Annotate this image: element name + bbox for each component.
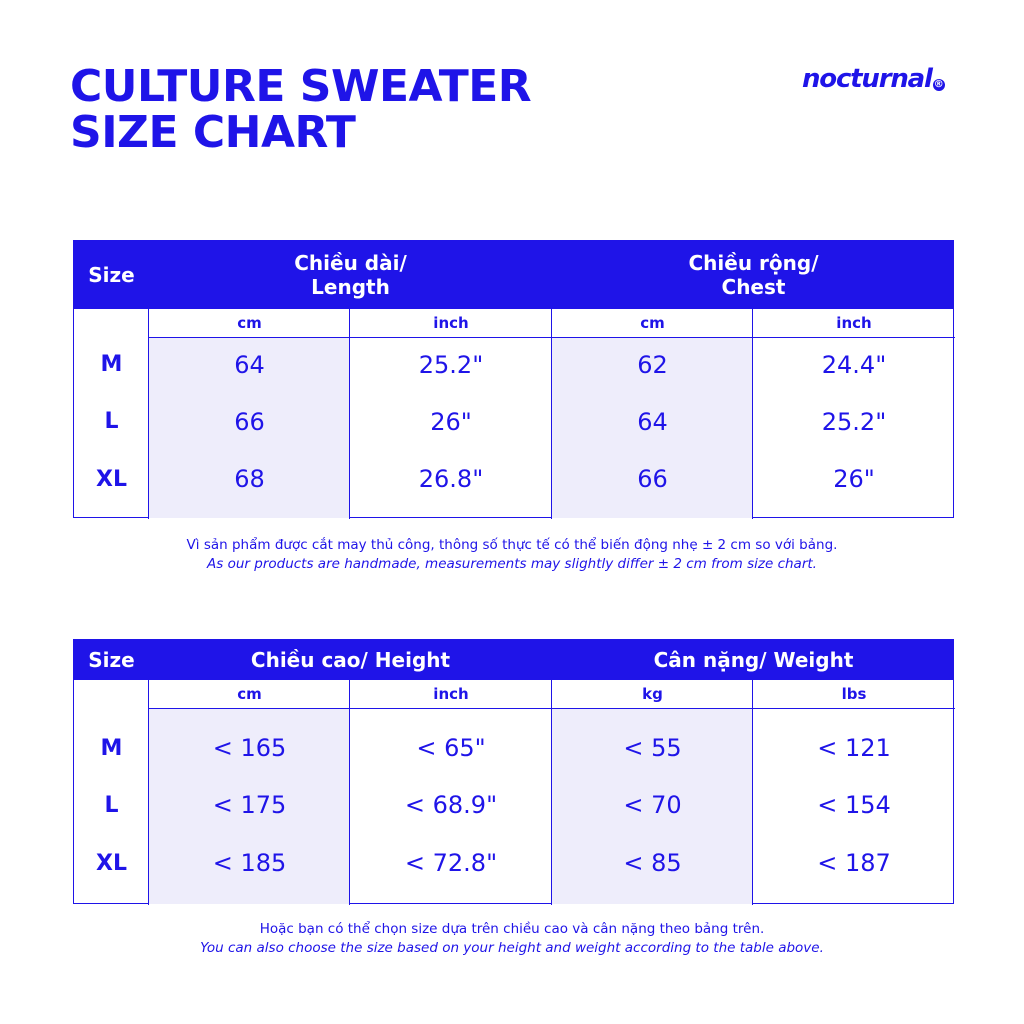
- unit-label: inch: [836, 314, 872, 332]
- length-column-header: [149, 241, 552, 309]
- table-cell: < 185: [212, 849, 287, 877]
- table-cell: < 72.8": [404, 849, 498, 877]
- table-cell: 68: [234, 465, 265, 493]
- page-title: [70, 61, 532, 158]
- registered-mark-icon: ®: [933, 79, 944, 90]
- table-header: [74, 640, 953, 680]
- unit-label: cm: [237, 314, 262, 332]
- note-vietnamese: Hoặc bạn có thể chọn size dựa trên chiều cao và cân nặng theo bảng trên.: [259, 921, 765, 937]
- title-line-1: CULTURE SWEATER: [70, 61, 532, 112]
- size-label: XL: [96, 467, 127, 492]
- chest-column-header: [552, 241, 955, 309]
- table-cell: < 65": [416, 734, 486, 762]
- weight-column-header: Cân nặng/ Weight: [653, 648, 854, 672]
- title-line-2: SIZE CHART: [70, 107, 356, 158]
- logo-text: nocturnal: [802, 64, 932, 94]
- note-english: As our products are handmade, measurements may slightly differ ± 2 cm from size chart.: [207, 556, 817, 572]
- table-cell: 26": [833, 465, 875, 493]
- size-label: XL: [96, 851, 127, 876]
- size-column-header: Size: [88, 263, 135, 287]
- unit-label: cm: [640, 314, 665, 332]
- unit-row-divider: [149, 337, 955, 338]
- table-cell: < 175: [212, 791, 287, 819]
- table-cell: < 70: [623, 791, 682, 819]
- table-cell: < 165: [212, 734, 287, 762]
- height-weight-table: [73, 639, 954, 904]
- table-cell: 66: [637, 465, 668, 493]
- unit-row-divider: [149, 708, 955, 709]
- unit-label: cm: [237, 685, 262, 703]
- table-cell: 26.8": [418, 465, 484, 493]
- brand-logo: [802, 64, 945, 94]
- table-header: [74, 241, 953, 309]
- table-cell: < 55: [623, 734, 682, 762]
- table-cell: 64: [637, 408, 668, 436]
- unit-label: lbs: [841, 685, 867, 703]
- unit-label: inch: [433, 685, 469, 703]
- length-header-line-1: Chiều dài/: [294, 251, 407, 275]
- note-vietnamese: Vì sản phẩm được cắt may thủ công, thông số thực tế có thể biến động nhẹ ± 2 cm so với bảng.: [186, 537, 838, 553]
- length-header-line-2: Length: [311, 275, 390, 299]
- unit-label: inch: [433, 314, 469, 332]
- table-cell: 66: [234, 408, 265, 436]
- chest-header-line-2: Chest: [721, 275, 786, 299]
- size-label: M: [100, 352, 123, 377]
- height-column-header: Chiều cao/ Height: [250, 648, 451, 672]
- table-cell: 26": [430, 408, 472, 436]
- table-cell: < 121: [817, 734, 891, 762]
- table-cell: 25.2": [418, 351, 484, 379]
- note-english: You can also choose the size based on your height and weight according to the table above.: [200, 940, 824, 956]
- table-cell: < 154: [817, 791, 891, 819]
- table-cell: < 85: [623, 849, 682, 877]
- size-label: M: [100, 736, 123, 761]
- table-cell: < 68.9": [404, 791, 498, 819]
- chest-header-line-1: Chiều rộng/: [688, 251, 819, 275]
- length-chest-table: [73, 240, 954, 518]
- size-column-header: Size: [88, 648, 135, 672]
- table-cell: 64: [234, 351, 265, 379]
- unit-label: kg: [642, 685, 663, 703]
- table-cell: 62: [637, 351, 668, 379]
- size-label: L: [104, 793, 119, 818]
- table-cell: < 187: [817, 849, 891, 877]
- table-cell: 24.4": [821, 351, 887, 379]
- size-label: L: [104, 409, 119, 434]
- table-cell: 25.2": [821, 408, 887, 436]
